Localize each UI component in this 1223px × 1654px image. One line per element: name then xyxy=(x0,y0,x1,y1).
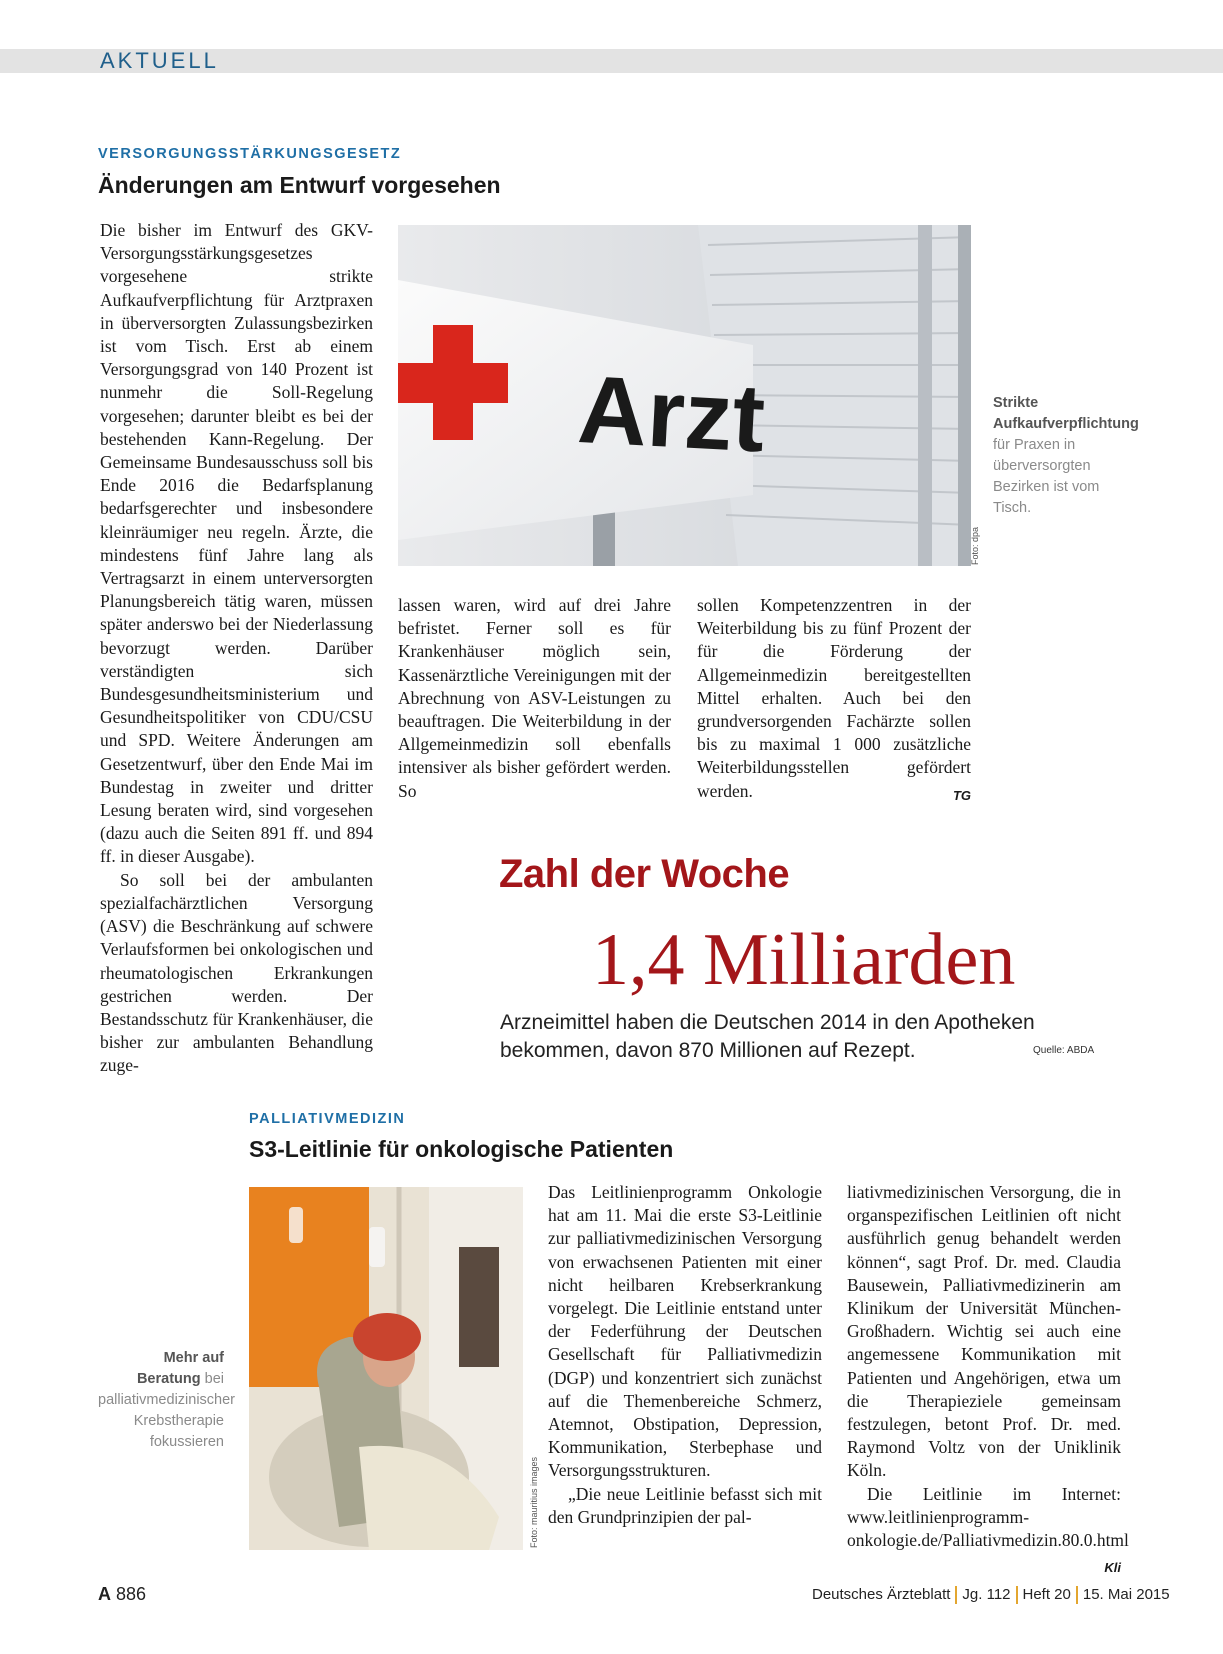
article2-headline: S3-Leitlinie für onkologische Patienten xyxy=(249,1136,674,1162)
footer-separator xyxy=(955,1586,957,1604)
author-signature: TG xyxy=(952,787,971,803)
section-label: AKTUELL xyxy=(100,48,219,73)
article1-paragraph: lassen waren, wird auf drei Jahre befristet. Ferner soll es für Krankenhäuser möglich sein, Kassenärztliche Vereinigungen mit der Abrechnung von ASV-Leistungen zu beauftragen. Die Weiterbildung in der Allgemeinmedizin soll ebenfalls intensiver als bisher gefördert werden. So xyxy=(398,595,671,801)
photo-caption xyxy=(993,393,1139,519)
arzt-sign-illustration xyxy=(398,225,971,566)
journal-volume: Jg. 112 xyxy=(962,1586,1011,1603)
caption-text: bei palliativmedizinischer Krebstherapie fokussieren xyxy=(98,1371,235,1450)
patient-illustration xyxy=(249,1187,523,1550)
arzt-sign-photo xyxy=(398,225,971,566)
article2-kicker: PALLIATIVMEDIZIN xyxy=(249,1111,406,1127)
photo-credit: Foto: dpa xyxy=(970,526,980,565)
article2-paragraph: „Die neue Leitlinie befasst sich mit den Grundprinzipien der pal- xyxy=(548,1483,822,1527)
article1-column-1 xyxy=(100,219,373,1078)
caption-bold: Strikte Aufkaufverpflichtung xyxy=(993,395,1139,432)
zahl-der-woche-source: Quelle: ABDA xyxy=(1033,1045,1095,1056)
author-signature: Kli xyxy=(1104,1560,1121,1576)
photo-credit: Foto: mauritius images xyxy=(529,1456,539,1548)
article2-paragraph xyxy=(847,1483,1129,1576)
zahl-der-woche-title: Zahl der Woche xyxy=(499,852,790,896)
patient-photo xyxy=(249,1187,523,1550)
article1-kicker: VERSORGUNGSSTÄRKUNGSGESETZ xyxy=(98,146,402,162)
page-number-value: 886 xyxy=(116,1584,147,1604)
article1-paragraph: Die bisher im Entwurf des GKV-Versorgungsstärkungsgesetzes vorgesehene strikte Aufkaufverpflichtung für Arztpraxen in überversorgten Zulassungsbezirken ist vom Tisch. Erst ab einem Versorgungsgrad von 140 Prozent ist nunmehr die Soll-Regelung vorgesehen; darunter bleibt es bei der bestehenden Kann-Regelung. Der Gemeinsame Bundesausschuss soll bis Ende 2016 die Bedarfsplanung bedarfsgerechter und insbesondere kleinräumiger neu regeln. Ärzte, die mindestens fünf Jahre lang als Vertragsarzt in einem unterversorgten Planungsbereich tätig waren, müssen später anderswo bei der Niederlassung bevorzugt werden. Darüber verständigten sich Bundesgesundheitsministerium und Gesundheitspolitiker von CDU/CSU und SPD. Weitere Änderungen am Gesetzentwurf, über den Ende Mai im Bundestag in zweiter und dritter Lesung beraten wird, sind vorgesehen (dazu auch die Seiten 891 ff. und 894 ff. in dieser Ausgabe). xyxy=(100,220,373,867)
journal-date: 15. Mai 2015 xyxy=(1082,1586,1170,1603)
article2-column-2 xyxy=(847,1181,1129,1579)
footer-separator xyxy=(1076,1586,1078,1604)
article1-column-3 xyxy=(697,594,971,807)
footer-separator xyxy=(1016,1586,1018,1604)
article2-paragraph-text: Die Leitlinie im Internet: www.leitlinienprogramm-onkologie.de/Palliativmedizin.80.0.html xyxy=(847,1483,1129,1551)
photo-caption xyxy=(98,1348,235,1453)
zahl-der-woche-number: 1,4 Milliarden xyxy=(592,919,1016,1001)
zahl-der-woche-text: Arzneimittel haben die Deutschen 2014 in den Apotheken bekommen, davon 870 Millionen auf Rezept. xyxy=(500,1011,1035,1062)
page-prefix: A xyxy=(98,1584,111,1604)
article1-paragraph xyxy=(697,594,971,803)
article2-paragraph: liativmedizinischen Versorgung, die in organspezifischen Leitlinien oft nicht ausführlich genug behandelt werden können“, sagt Prof. Dr. med. Claudia Bausewein, Palliativmedizinerin am Klinikum der Universität München-Großhadern. Wichtig sei auch eine angemessene Kommunikation mit Patienten und Angehörigen, etwa um die Therapieziele gemeinsam festzulegen, betont Prof. Dr. med. Raymond Voltz von der Uniklinik Köln. xyxy=(847,1182,1121,1481)
article1-paragraph: So soll bei der ambulanten spezialfachärztlichen Versorgung (ASV) die Beschränkung auf schwere Verlaufsformen bei onkologischen und rheumatologischen Erkrankungen gestrichen werden. Der Bestandsschutz für Krankenhäuser, die bisher zur ambulanten Behandlung zuge- xyxy=(100,869,373,1076)
article1-paragraph-text: sollen Kompetenzzentren in der Weiterbildung bis zu fünf Prozent der für die Förderung der Allgemeinmedizin bereitgestellten Mittel erhalten. Auch bei den grundversorgenden Fachärzte sollen bis zu maximal 1 000 zusätzliche Weiterbildungsstellen gefördert werden. xyxy=(697,595,971,801)
sign-text: Arzt xyxy=(575,355,768,473)
caption-bold: Mehr auf Beratung xyxy=(136,1350,224,1387)
page-number xyxy=(98,1584,146,1605)
article1-column-2 xyxy=(398,594,671,803)
journal-name: Deutsches Ärzteblatt xyxy=(812,1586,951,1603)
article2-paragraph: Das Leitlinienprogramm Onkologie hat am 11. Mai die erste S3-Leitlinie zur palliativmedizinischen Versorgung von erwachsenen Patienten mit einer nicht heilbaren Krebserkrankung vorgelegt. Die Leitlinie entstand unter der Federführung der Deutschen Gesellschaft für Palliativmedizin (DGP) und konzentriert sich zunächst auf die Themenbereiche Schmerz, Atemnot, Obstipation, Depression, Kommunikation, Sterbephase und Versorgungsstrukturen. xyxy=(548,1182,822,1481)
journal-issue: Heft 20 xyxy=(1022,1586,1071,1603)
article2-column-1 xyxy=(548,1181,822,1529)
article1-headline: Änderungen am Entwurf vorgesehen xyxy=(98,172,501,198)
footer-journal-info xyxy=(812,1586,1170,1604)
caption-text: für Praxen in überversorgten Bezirken ist vom Tisch. xyxy=(993,437,1100,516)
